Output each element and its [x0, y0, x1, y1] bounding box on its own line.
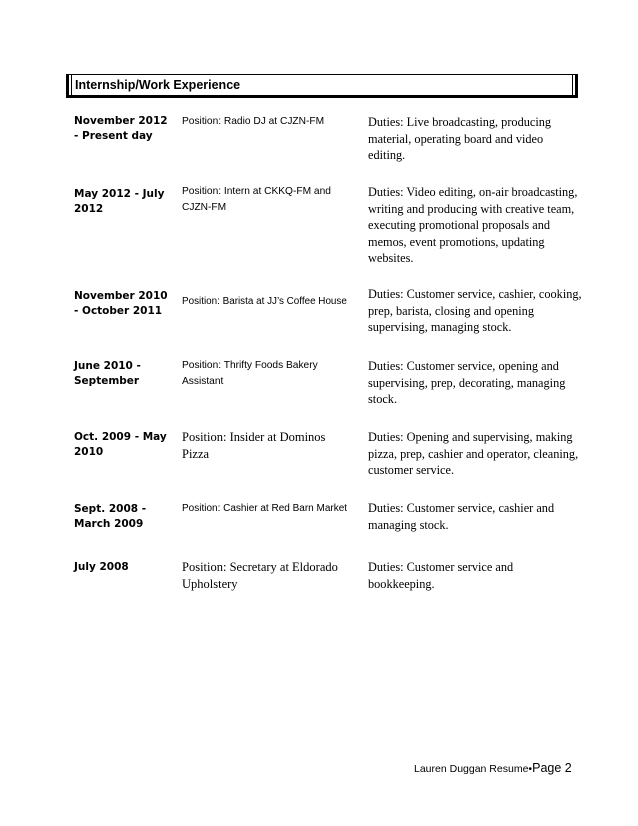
entry-duties: Duties: Customer service, cashier, cooking, prep, barista, closing and opening supervising, managing stock.	[368, 287, 582, 334]
entry-date: November 2012 - Present day	[74, 115, 168, 142]
entry-date: Sept. 2008 - March 2009	[74, 503, 147, 530]
entry-date: June 2010 - September	[74, 360, 141, 387]
footer-bullet: •	[528, 763, 533, 775]
entry-position: Position: Radio DJ at CJZN-FM	[182, 116, 325, 127]
entry-date: May 2012 - July 2012	[74, 188, 165, 215]
entry-position: Position: Intern at CKKQ-FM and CJZN-FM	[182, 186, 331, 213]
entry-position: Position: Thrifty Foods Bakery Assistant	[182, 360, 318, 387]
footer-name: Lauren Duggan Resume	[414, 763, 529, 775]
entry-position: Position: Cashier at Red Barn Market	[182, 503, 348, 514]
entry-position: Position: Barista at JJ’s Coffee House	[182, 296, 347, 307]
entry-duties: Duties: Live broadcasting, producing material, operating board and video editing.	[368, 115, 552, 162]
entry-duties: Duties: Opening and supervising, making pizza, prep, cashier and operator, cleaning, customer service.	[368, 430, 579, 477]
footer-page-number: Page 2	[532, 761, 572, 775]
entry-duties: Duties: Customer service, cashier and managing stock.	[368, 501, 555, 532]
entry-duties: Duties: Customer service and bookkeeping.	[368, 560, 514, 591]
entry-date: November 2010 - October 2011	[74, 290, 168, 317]
entry-duties: Duties: Video editing, on-air broadcasting, writing and producing with creative team, executing promotional proposals and memos, event promotions, updating websites.	[368, 185, 578, 265]
page-footer	[414, 761, 572, 775]
section-title: Internship/Work Experience	[75, 78, 241, 92]
entry-date: July 2008	[74, 561, 129, 573]
entry-position: Position: Secretary at Eldorado Upholstery	[182, 560, 338, 591]
entry-position: Position: Insider at Dominos Pizza	[182, 430, 326, 461]
entry-date: Oct. 2009 - May 2010	[74, 431, 167, 458]
entry-duties: Duties: Customer service, opening and supervising, prep, decorating, managing stock.	[368, 359, 566, 406]
